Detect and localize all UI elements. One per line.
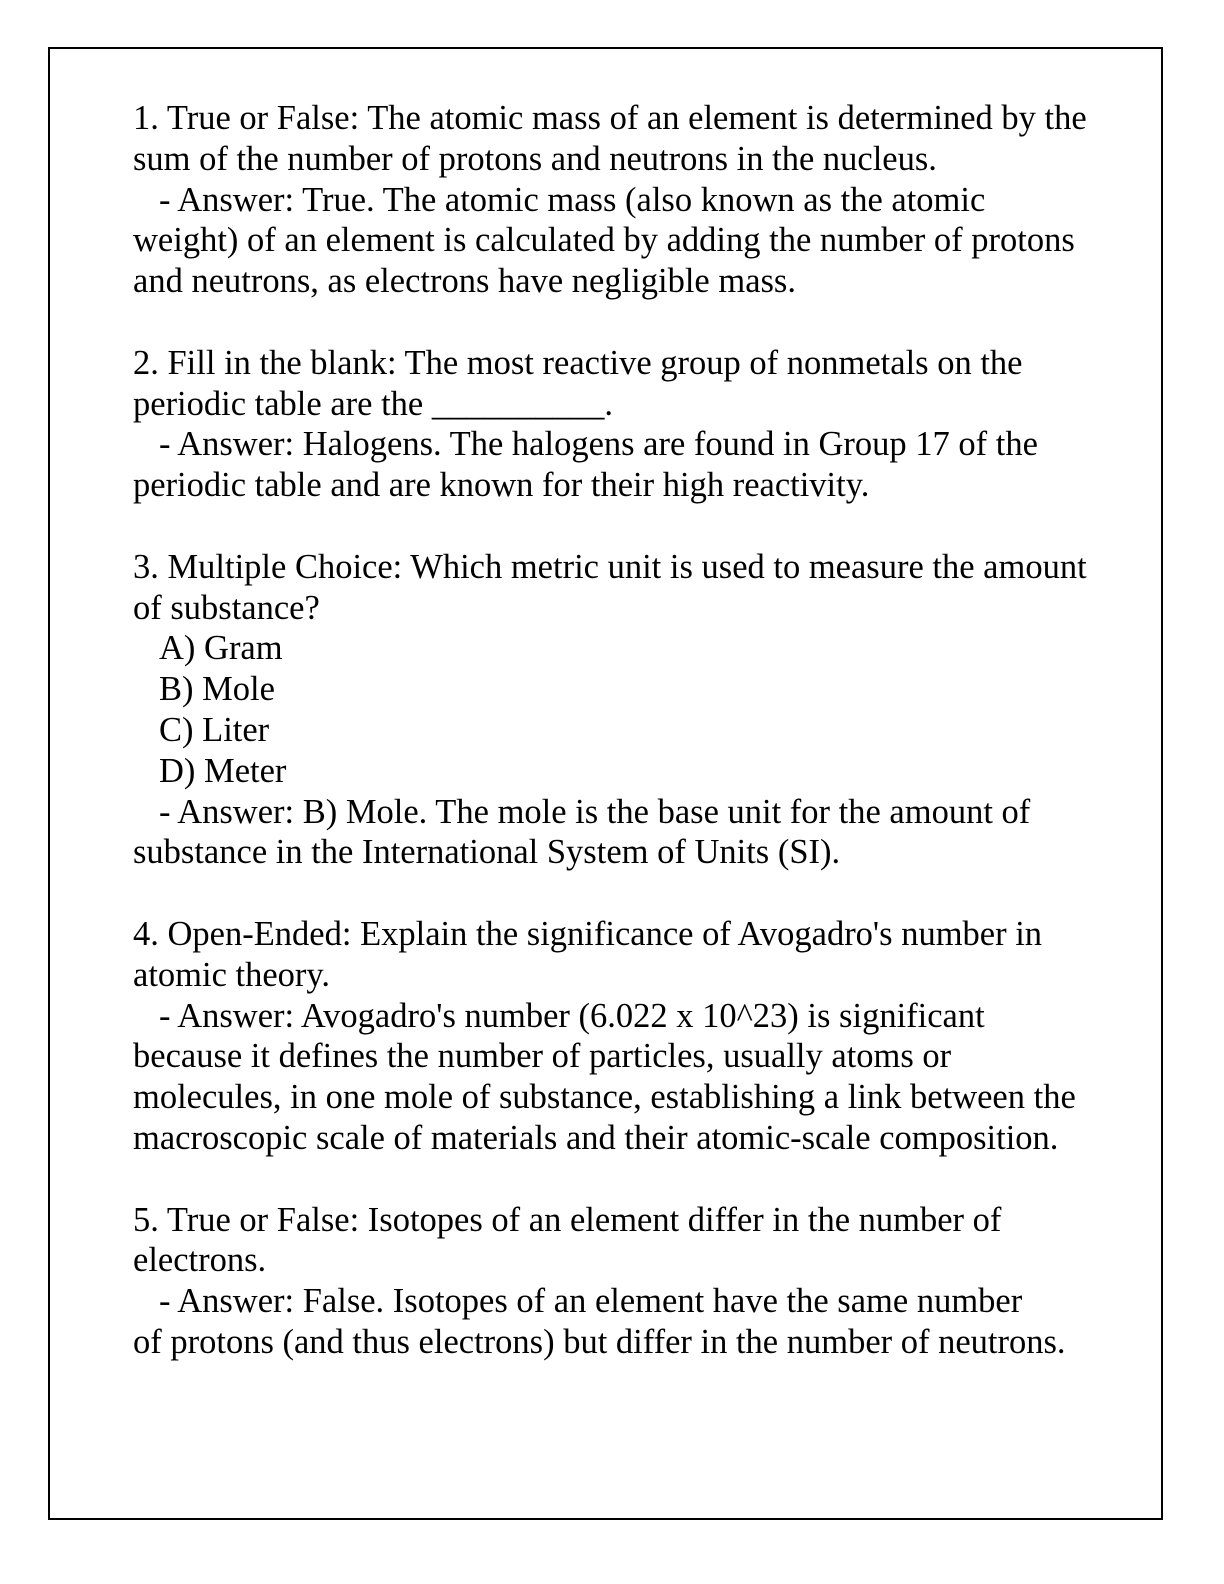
answer-text — [133, 424, 1093, 506]
question-text: 2. Fill in the blank: The most reactive group of nonmetals on the periodic table are the __________. — [133, 343, 1023, 423]
answer-text — [133, 996, 1093, 1159]
question-block-2 — [133, 343, 1093, 506]
answer-head: - Answer: B) Mole. The mole is the base unit for the amount of — [159, 792, 1031, 831]
question-text: 1. True or False: The atomic mass of an element is determined by the sum of the number of protons and neutrons in the nucleus. — [133, 99, 1087, 178]
choice-option: D) Meter — [159, 751, 287, 790]
answer-body: because it defines the number of particles, usually atoms or molecules, in one mole of substance, establishing a link between the macroscopic scale of materials and their atomic-scale composition. — [133, 1037, 1076, 1157]
choice-option: A) Gram — [159, 629, 283, 668]
choice-option: C) Liter — [159, 710, 270, 749]
answer-body: substance in the International System of Units (SI). — [133, 833, 841, 872]
choice-option: B) Mole — [159, 670, 275, 709]
answer-head: - Answer: True. The atomic mass (also known as the atomic — [159, 180, 986, 219]
answer-text — [133, 1281, 1093, 1363]
question-block-1 — [133, 98, 1093, 302]
answer-text — [133, 180, 1093, 302]
question-block-3 — [133, 547, 1093, 873]
question-block-5 — [133, 1200, 1093, 1363]
answer-text — [133, 792, 1093, 874]
answer-head: - Answer: Avogadro's number (6.022 x 10^23) is significant — [159, 996, 985, 1035]
answer-head: - Answer: Halogens. The halogens are found in Group 17 of the — [159, 425, 1038, 464]
answer-head: - Answer: False. Isotopes of an element have the same number — [159, 1282, 1023, 1321]
answer-body: periodic table and are known for their high reactivity. — [133, 466, 870, 505]
question-text: 3. Multiple Choice: Which metric unit is used to measure the amount of substance? — [133, 547, 1087, 627]
question-text: 5. True or False: Isotopes of an element differ in the number of electrons. — [133, 1200, 1002, 1280]
document-body — [133, 98, 1093, 1404]
question-text: 4. Open-Ended: Explain the significance of Avogadro's number in atomic theory. — [133, 914, 1043, 994]
question-block-4 — [133, 914, 1093, 1159]
answer-body: of protons (and thus electrons) but differ in the number of neutrons. — [133, 1322, 1066, 1361]
answer-body: weight) of an element is calculated by adding the number of protons and neutrons, as electrons have negligible mass. — [133, 221, 1075, 301]
